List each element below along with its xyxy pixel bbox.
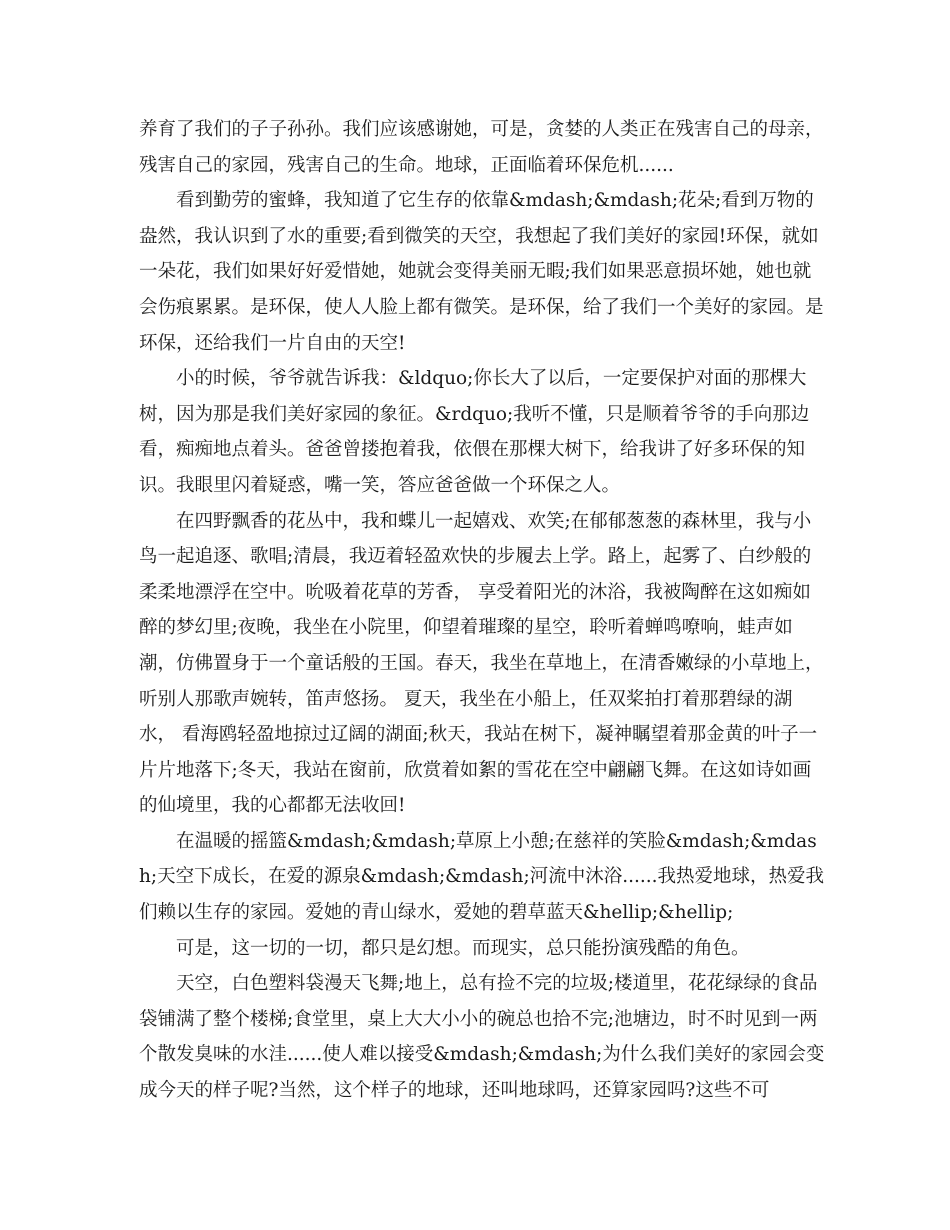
paragraph-5: 在温暖的摇篮&mdash;&mdash;草原上小憩;在慈祥的笑脸&mdash;&mdash;天空下成长，在爱的源泉&mdash;&mdash;河流中沐浴......我热爱地球，热爱我们赖以生存的家园。爱她的青山绿水，爱她的碧草蓝天&hellip;&hellip; <box>139 830 824 924</box>
paragraph-1: 养育了我们的子子孙孙。我们应该感谢她，可是，贪婪的人类正在残害自己的母亲，残害自己的家园，残害自己的生命。地球，正面临着环保危机...... <box>139 119 824 176</box>
paragraph-6: 可是，这一切的一切，都只是幻想。而现实，总只能扮演残酷的角色。 <box>176 937 750 959</box>
paragraph-3: 小的时候，爷爷就告诉我：&ldquo;你长大了以后，一定要保护对面的那棵大树，因为那是我们美好家园的象征。&rdquo;我听不懂，只是顺着爷爷的手向那边看，痴痴地点着头。爸爸曾搂抱着我，依偎在那棵大树下，给我讲了好多环保的知识。我眼里闪着疑惑，嘴一笑，答应爸爸做一个环保之人。 <box>139 368 810 496</box>
document-body <box>139 112 829 1109</box>
paragraph-2: 看到勤劳的蜜蜂，我知道了它生存的依靠&mdash;&mdash;花朵;看到万物的盎然，我认识到了水的重要;看到微笑的天空，我想起了我们美好的家园!环保，就如一朵花，我们如果好好爱惜她，她就会变得美丽无暇;我们如果恶意损坏她，她也就会伤痕累累。是环保，使人人脸上都有微笑。是环保，给了我们一个美好的家园。是环保，还给我们一片自由的天空! <box>139 190 824 354</box>
paragraph-4: 在四野飘香的花丛中，我和蝶儿一起嬉戏、欢笑;在郁郁葱葱的森林里，我与小鸟一起追逐、歌唱;清晨，我迈着轻盈欢快的步履去上学。路上，起雾了、白纱般的柔柔地漂浮在空中。吮吸着花草的芳香， 享受着阳光的沐浴，我被陶醉在这如痴如醉的梦幻里;夜晚，我坐在小院里，仰望着璀璨的星空，聆听着蝉鸣嘹响，蛙声如潮，仿佛置身于一个童话般的王国。春天，我坐在草地上，在清香嫩绿的小草地上，听别人那歌声婉转，笛声悠扬。 夏天，我坐在小船上，任双桨拍打着那碧绿的湖水， 看海鸥轻盈地掠过辽阔的湖面;秋天，我站在树下，凝神瞩望着那金黄的叶子一片片地落下;冬天，我站在窗前，欣赏着如絮的雪花在空中翩翩飞舞。在这如诗如画的仙境里，我的心都都无法收回! <box>139 510 824 817</box>
paragraph-7: 天空，白色塑料袋漫天飞舞;地上，总有捡不完的垃圾;楼道里，花花绿绿的食品袋铺满了整个楼梯;食堂里，桌上大大小小的碗总也拾不完;池塘边，时不时见到一两个散发臭味的水洼......使人难以接受&mdash;&mdash;为什么我们美好的家园会变成今天的样子呢?当然，这个样子的地球，还叫地球吗，还算家园吗?这些不可 <box>139 973 825 1102</box>
